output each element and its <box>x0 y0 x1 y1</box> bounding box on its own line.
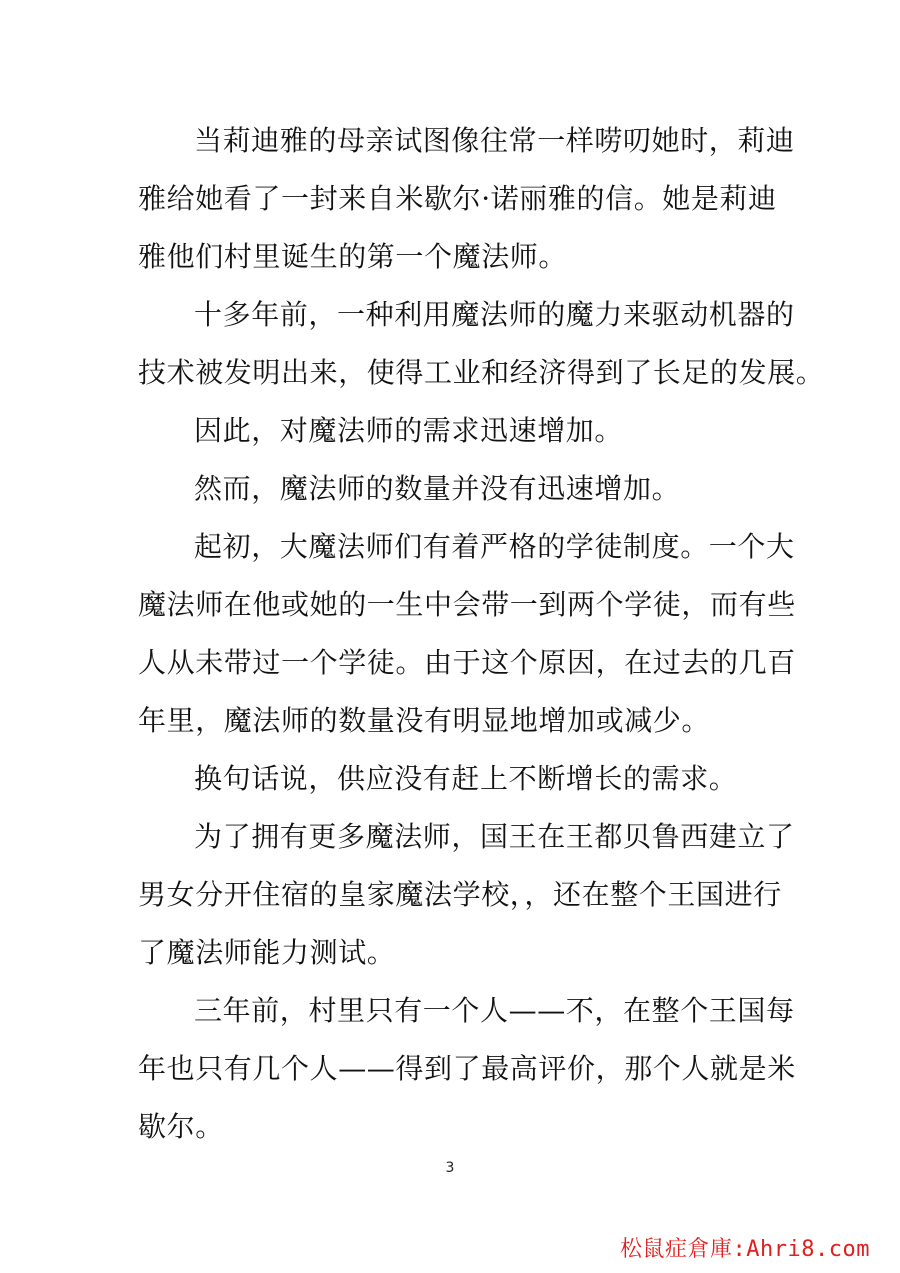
text-line: 当莉迪雅的母亲试图像往常一样唠叨她时，莉迪 <box>194 124 795 157</box>
paragraph <box>138 286 825 402</box>
paragraph <box>138 518 796 750</box>
paragraph <box>138 808 795 982</box>
text-line: 换句话说，供应没有赶上不断增长的需求。 <box>194 762 738 795</box>
text-line: 技术被发明出来，使得工业和经济得到了长足的发展。 <box>138 356 825 389</box>
text-line: 人从未带过一个学徒。由于这个原因，在过去的几百 <box>138 646 796 679</box>
paragraph <box>138 982 796 1156</box>
watermark: 松鼠症倉庫:Ahri8.com <box>620 1237 870 1262</box>
text-line: 起初，大魔法师们有着严格的学徒制度。一个大 <box>194 530 795 563</box>
paragraph <box>138 112 795 286</box>
text-line: 了魔法师能力测试。 <box>138 936 396 969</box>
text-line: 魔法师在他或她的一生中会带一到两个学徒，而有些 <box>138 588 796 621</box>
text-line: 年里，魔法师的数量没有明显地增加或减少。 <box>138 704 711 737</box>
text-line: 雅他们村里诞生的第一个魔法师。 <box>138 240 568 273</box>
page-number: 3 <box>445 1160 455 1176</box>
text-line: 十多年前，一种利用魔法师的魔力来驱动机器的 <box>194 298 795 331</box>
text-line: 歇尔。 <box>138 1110 224 1143</box>
paragraph <box>138 402 778 460</box>
text-line: 然而，魔法师的数量并没有迅速增加。 <box>194 472 681 505</box>
text-line: 年也只有几个人——得到了最高评价，那个人就是米 <box>138 1052 796 1085</box>
paragraph <box>138 460 778 518</box>
document-body <box>138 112 825 1156</box>
text-line: 雅给她看了一封来自米歇尔·诺丽雅的信。她是莉迪 <box>138 182 777 215</box>
text-line: 三年前，村里只有一个人——不，在整个王国每 <box>194 994 795 1027</box>
text-line: 男女分开住宿的皇家魔法学校，，还在整个王国进行 <box>138 878 782 911</box>
text-line: 为了拥有更多魔法师，国王在王都贝鲁西建立了 <box>194 820 795 853</box>
text-line: 因此，对魔法师的需求迅速增加。 <box>194 414 624 447</box>
paragraph <box>138 750 778 808</box>
